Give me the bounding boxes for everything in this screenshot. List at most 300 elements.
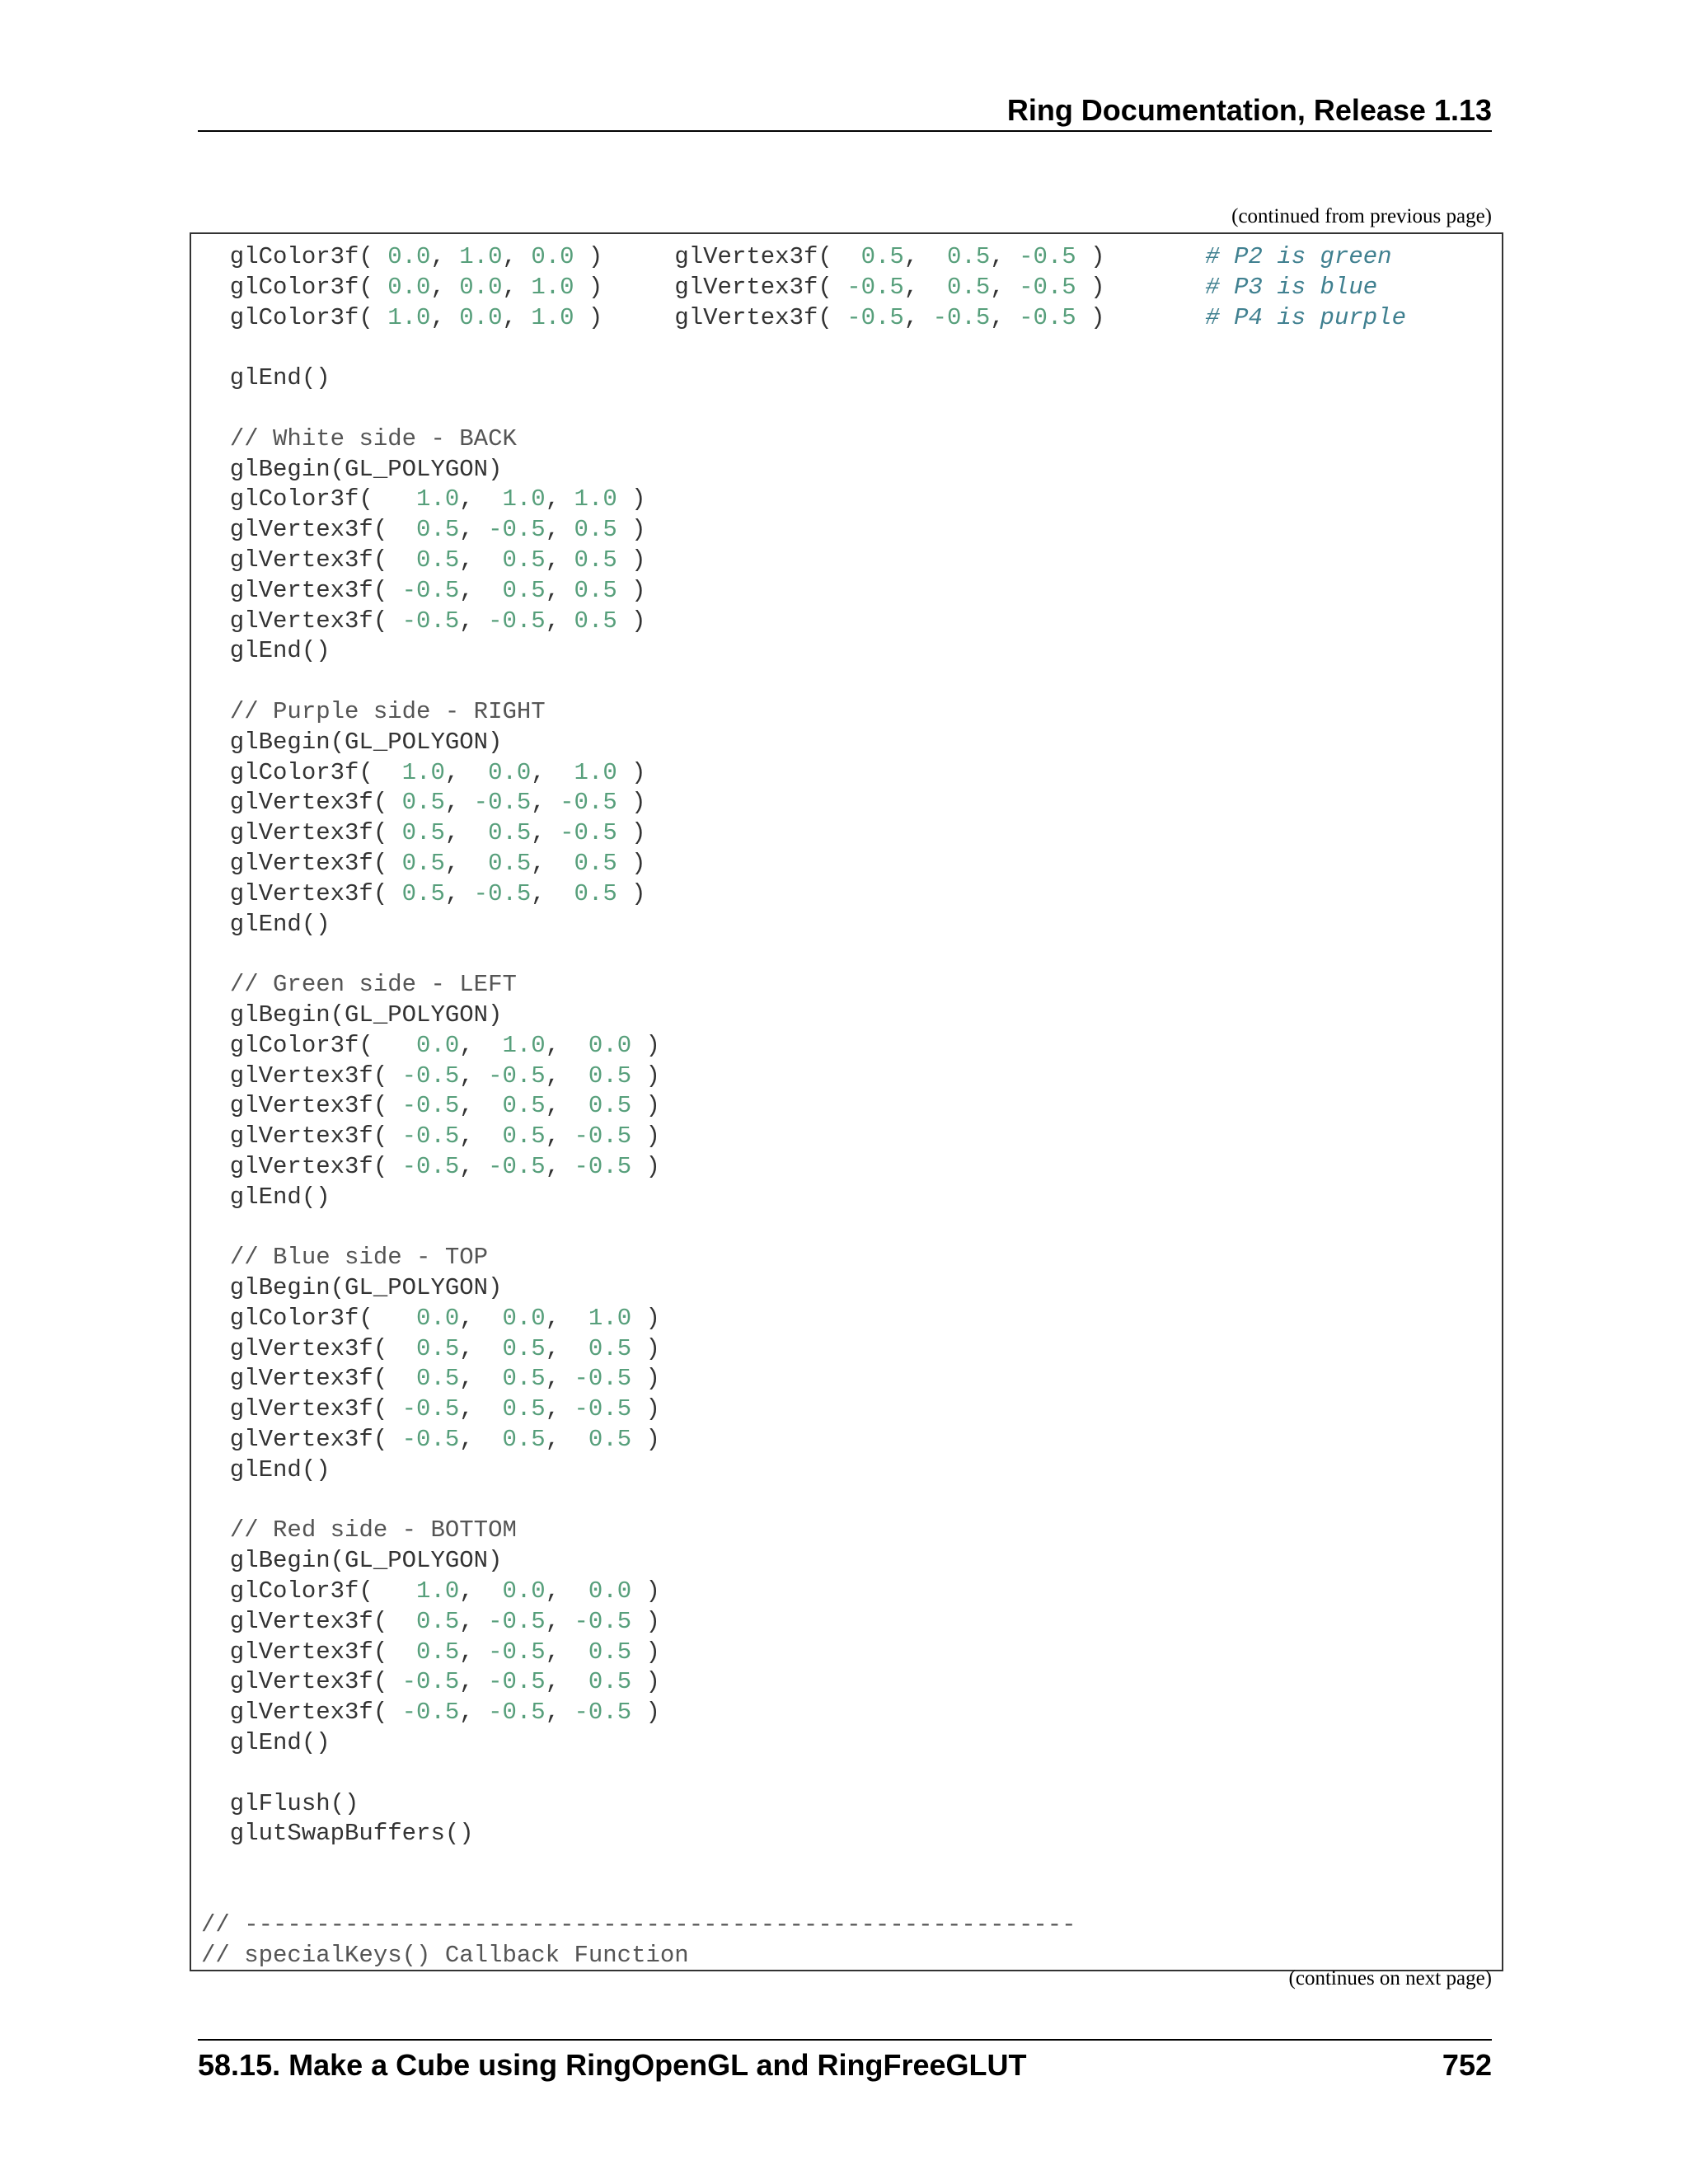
code-text-token: , [531, 758, 574, 786]
code-line [201, 879, 1406, 910]
code-text-token: glColor3f( [201, 1577, 417, 1605]
code-number-token: 1.0 [502, 485, 546, 513]
code-text-token: glVertex3f( [201, 546, 417, 574]
code-number-token: -0.5 [473, 879, 532, 907]
code-text-token: glVertex3f( [201, 819, 402, 847]
code-text-token: glVertex3f( [201, 1426, 402, 1454]
code-text-token: ) [631, 1062, 660, 1090]
code-text-token: , [502, 273, 532, 301]
code-number-token: 0.0 [416, 1031, 460, 1059]
code-text-token: , [459, 546, 503, 574]
code-text-token: , [545, 1304, 588, 1332]
code-number-token: -0.5 [574, 1122, 632, 1151]
code-number-token: -0.5 [932, 303, 991, 331]
code-text-token: , [990, 303, 1020, 331]
code-text-token: ) [631, 1607, 660, 1635]
code-comment-token: // Purple side - RIGHT [229, 697, 546, 725]
code-number-token: -0.5 [574, 1152, 632, 1180]
code-text-token: , [459, 1426, 503, 1454]
code-line [201, 1001, 1406, 1031]
code-number-token: 0.5 [502, 1092, 546, 1120]
code-text-token: , [459, 1577, 503, 1605]
code-comment-token: // Red side - BOTTOM [229, 1516, 517, 1544]
code-number-token: 0.5 [502, 1365, 546, 1393]
code-number-token: 0.0 [488, 758, 532, 786]
code-number-token: -0.5 [488, 1699, 546, 1727]
code-text-token: ) [617, 607, 646, 635]
code-number-token: -0.5 [488, 1062, 546, 1090]
code-line [201, 1455, 1406, 1486]
code-text-token: , [545, 1092, 588, 1120]
code-number-token: 0.0 [502, 1577, 546, 1605]
code-text-token: glFlush() [201, 1789, 359, 1817]
code-number-token: 0.5 [588, 1638, 632, 1666]
continues-on-label: (continues on next page) [1288, 1967, 1492, 1990]
code-text-token: , [459, 576, 503, 604]
code-text-token: ) [617, 576, 646, 604]
code-text-token: ) [1076, 273, 1206, 301]
code-number-token: 1.0 [416, 485, 460, 513]
code-number-token: 0.5 [574, 546, 617, 574]
code-text-token: , [903, 243, 948, 270]
code-text-token: , [545, 1395, 574, 1423]
code-text-token: , [531, 879, 574, 907]
code-text-token: , [459, 1152, 489, 1180]
code-number-token: 1.0 [502, 1031, 546, 1059]
code-number-token: -0.5 [488, 1638, 546, 1666]
code-text-token: glVertex3f( [201, 1699, 402, 1727]
code-text-token: glColor3f( [201, 243, 388, 270]
code-text-token: , [444, 758, 489, 786]
code-line [201, 1243, 1406, 1273]
code-line [201, 1759, 1406, 1789]
code-line [201, 1183, 1406, 1213]
code-text-token [201, 425, 230, 452]
code-number-token: 0.5 [502, 1426, 546, 1454]
code-line [201, 910, 1406, 940]
code-text-token: glColor3f( [201, 758, 402, 786]
code-number-token: -0.5 [846, 273, 904, 301]
code-text-token: , [459, 516, 489, 544]
code-text-token: glBegin(GL_POLYGON) [201, 728, 503, 756]
code-number-token: 0.5 [401, 849, 445, 877]
code-text-token: ) [1076, 303, 1206, 331]
code-comment-token: # P4 is purple [1205, 303, 1406, 331]
code-text-token: glBegin(GL_POLYGON) [201, 1547, 503, 1575]
code-text-token: glVertex3f( [201, 1365, 417, 1393]
code-number-token: -0.5 [401, 607, 460, 635]
code-number-token: -0.5 [473, 789, 532, 817]
code-number-token: 0.0 [502, 1304, 546, 1332]
code-number-token: 0.5 [416, 1365, 460, 1393]
code-text-token: glVertex3f( [201, 1638, 417, 1666]
code-text-token: , [903, 303, 933, 331]
code-number-token: -0.5 [574, 1699, 632, 1727]
code-number-token: 0.5 [574, 849, 617, 877]
code-number-token: -0.5 [574, 1365, 632, 1393]
code-text-token: , [545, 1334, 588, 1362]
code-text-token: , [531, 819, 560, 847]
code-number-token: 0.5 [588, 1668, 632, 1696]
code-comment-token: // Green side - LEFT [229, 971, 517, 999]
code-line [201, 1546, 1406, 1577]
code-text-token: glEnd() [201, 1729, 331, 1757]
code-text-token: ) [617, 516, 646, 544]
code-number-token: 1.0 [531, 303, 574, 331]
code-number-token: 0.0 [387, 273, 431, 301]
code-line [201, 970, 1406, 1001]
code-text-token: glBegin(GL_POLYGON) [201, 455, 503, 483]
footer-section-title: 58.15. Make a Cube using RingOpenGL and RingFreeGLUT [198, 2048, 1027, 2082]
code-text-token: , [444, 789, 474, 817]
code-text-token: glVertex3f( [201, 516, 417, 544]
code-line [201, 1880, 1406, 1910]
header-divider [198, 130, 1492, 132]
code-text-token: , [430, 303, 460, 331]
code-text-token: glVertex3f( [201, 1395, 402, 1423]
code-text-token: ) glVertex3f( [574, 243, 861, 270]
code-number-token: 0.5 [574, 879, 617, 907]
code-text-token: glVertex3f( [201, 1122, 402, 1151]
code-number-token: 0.5 [416, 1607, 460, 1635]
code-number-token: -0.5 [401, 1668, 460, 1696]
code-text-token: glVertex3f( [201, 789, 402, 817]
code-text-token: , [545, 546, 574, 574]
code-text-token: , [459, 1668, 489, 1696]
code-text-token [201, 698, 230, 725]
code-text-token: , [459, 1699, 489, 1727]
code-number-token: 0.5 [416, 1334, 460, 1362]
code-number-token: 0.5 [574, 607, 617, 635]
code-text-token: ) glVertex3f( [574, 273, 847, 301]
code-number-token: -0.5 [488, 607, 546, 635]
code-line [201, 667, 1406, 697]
code-text-token: , [545, 1638, 588, 1666]
code-text-token: , [459, 1334, 503, 1362]
code-number-token: 0.5 [588, 1062, 632, 1090]
code-text-token: glColor3f( [201, 273, 388, 301]
code-line [201, 1304, 1406, 1334]
code-text-token: ) [1076, 243, 1206, 270]
code-number-token: 0.0 [459, 303, 503, 331]
code-number-token: -0.5 [1019, 303, 1076, 331]
code-line [201, 1122, 1406, 1152]
code-number-token: 0.5 [488, 849, 532, 877]
code-line [201, 607, 1406, 637]
code-text-token: glBegin(GL_POLYGON) [201, 1001, 503, 1029]
code-number-token: 1.0 [401, 758, 445, 786]
code-text-token: ) [631, 1668, 660, 1696]
code-text-token: , [459, 1365, 503, 1393]
code-number-token: 0.5 [574, 516, 617, 544]
code-line [201, 1213, 1406, 1244]
code-number-token: 0.5 [588, 1334, 632, 1362]
code-text-token: , [545, 1062, 588, 1090]
code-number-token: 0.5 [574, 576, 617, 604]
code-text-token: glVertex3f( [201, 879, 402, 907]
code-line [201, 788, 1406, 818]
code-text-token: glVertex3f( [201, 1062, 402, 1090]
code-number-token: 1.0 [387, 303, 431, 331]
code-comment-token: // Blue side - TOP [229, 1244, 489, 1272]
code-text-token: , [545, 576, 574, 604]
code-number-token: -0.5 [560, 789, 617, 817]
code-number-token: -0.5 [401, 1062, 460, 1090]
code-text-token: ) [617, 849, 646, 877]
code-text-token: , [444, 819, 489, 847]
code-line [201, 485, 1406, 515]
code-number-token: -0.5 [574, 1395, 632, 1423]
code-line [201, 1728, 1406, 1759]
code-line [201, 273, 1406, 303]
code-number-token: 0.5 [502, 1122, 546, 1151]
code-line [201, 546, 1406, 576]
footer-divider [198, 2039, 1492, 2041]
code-line [201, 1486, 1406, 1516]
code-text-token: , [545, 485, 574, 513]
code-line [201, 1789, 1406, 1820]
code-text-token: glEnd() [201, 910, 331, 938]
code-text-token: ) [631, 1365, 660, 1393]
code-number-token: -0.5 [401, 1426, 460, 1454]
code-text-token: , [459, 607, 489, 635]
code-text-token: , [459, 1062, 489, 1090]
code-line [201, 1667, 1406, 1698]
code-comment-token: # P3 is blue [1205, 273, 1378, 301]
code-number-token: -0.5 [560, 819, 617, 847]
code-text-token: glColor3f( [201, 485, 417, 513]
code-text-token: , [545, 1607, 574, 1635]
code-text-token: , [459, 485, 503, 513]
code-text-token: , [502, 243, 532, 270]
code-text-token: , [903, 273, 948, 301]
code-line [201, 303, 1406, 334]
code-line [201, 394, 1406, 424]
code-text-token: , [459, 1031, 503, 1059]
code-number-token: 0.5 [416, 546, 460, 574]
code-text-token: , [545, 1152, 574, 1180]
code-text-token: glColor3f( [201, 1304, 417, 1332]
code-text-token: , [459, 1304, 503, 1332]
code-line [201, 1910, 1406, 1941]
code-text-token: ) [617, 758, 646, 786]
code-number-token: 1.0 [531, 273, 574, 301]
code-text-token: glBegin(GL_POLYGON) [201, 1274, 503, 1302]
code-line [201, 1698, 1406, 1728]
code-comment-token: // White side - BACK [229, 424, 517, 452]
code-line [201, 1091, 1406, 1122]
code-number-token: 0.5 [588, 1092, 632, 1120]
code-number-token: 1.0 [459, 243, 503, 270]
code-text-token: , [531, 849, 574, 877]
code-text-token [201, 1516, 230, 1544]
code-number-token: -0.5 [401, 1395, 460, 1423]
code-number-token: 0.5 [401, 789, 445, 817]
code-number-token: 0.5 [401, 879, 445, 907]
code-number-token: -0.5 [574, 1607, 632, 1635]
code-text-token: glVertex3f( [201, 607, 402, 635]
code-number-token: 0.5 [588, 1426, 632, 1454]
code-number-token: 0.0 [531, 243, 574, 270]
code-text-token: glVertex3f( [201, 1092, 402, 1120]
code-line [201, 849, 1406, 879]
code-text-token: ) [631, 1426, 660, 1454]
code-line [201, 455, 1406, 485]
code-number-token: 0.0 [588, 1031, 632, 1059]
code-number-token: 0.5 [502, 1334, 546, 1362]
code-number-token: 0.5 [502, 546, 546, 574]
code-lines [201, 242, 1406, 1971]
code-line [201, 1364, 1406, 1394]
code-number-token: 0.0 [588, 1577, 632, 1605]
code-number-token: 0.0 [387, 243, 431, 270]
code-text-token: , [545, 1699, 574, 1727]
code-text-token: glVertex3f( [201, 1668, 402, 1696]
code-line [201, 758, 1406, 789]
code-text-token: ) [617, 879, 646, 907]
code-number-token: 0.5 [502, 576, 546, 604]
code-line [201, 363, 1406, 394]
code-text-token: glColor3f( [201, 303, 388, 331]
code-number-token: -0.5 [401, 576, 460, 604]
code-text-token: ) [631, 1395, 660, 1423]
code-line [201, 424, 1406, 455]
code-text-token: glEnd() [201, 1455, 331, 1483]
code-text-token: ) [631, 1092, 660, 1120]
code-line [201, 1394, 1406, 1425]
code-line [201, 1516, 1406, 1546]
code-line [201, 576, 1406, 607]
page-header-title: Ring Documentation, Release 1.13 [1006, 93, 1492, 127]
code-number-token: -0.5 [1019, 273, 1076, 301]
code-number-token: 0.5 [416, 516, 460, 544]
code-number-token: 0.5 [416, 1638, 460, 1666]
code-line [201, 1062, 1406, 1092]
code-number-token: 0.5 [860, 243, 904, 270]
code-line [201, 697, 1406, 728]
code-number-token: 0.5 [488, 819, 532, 847]
code-line [201, 1849, 1406, 1880]
code-number-token: -0.5 [401, 1092, 460, 1120]
code-text-token: ) [617, 485, 646, 513]
code-text-token: ) [631, 1334, 660, 1362]
code-text-token: glEnd() [201, 637, 331, 665]
code-number-token: 0.0 [459, 273, 503, 301]
code-text-token: , [459, 1638, 489, 1666]
code-text-token: , [545, 1668, 588, 1696]
code-text-token: , [430, 273, 460, 301]
code-line [201, 636, 1406, 667]
code-line [201, 1941, 1406, 1971]
code-text-token: ) [617, 789, 646, 817]
code-text-token: ) [631, 1699, 660, 1727]
code-text-token: glVertex3f( [201, 1607, 417, 1635]
code-line [201, 1152, 1406, 1183]
code-number-token: -0.5 [846, 303, 904, 331]
code-line [201, 1031, 1406, 1062]
code-text-token: glutSwapBuffers() [201, 1820, 474, 1848]
code-text-token: , [459, 1122, 503, 1151]
code-comment-token: // ---------------------------------------------------------- [201, 1910, 1076, 1938]
continued-from-label: (continued from previous page) [1231, 205, 1492, 227]
code-line [201, 818, 1406, 849]
code-line [201, 333, 1406, 363]
page-number: 752 [1442, 2048, 1492, 2082]
code-text-token: glEnd() [201, 1183, 331, 1211]
code-text-token: , [444, 849, 489, 877]
code-text-token: , [545, 607, 574, 635]
code-line [201, 1334, 1406, 1365]
code-text-token: ) [631, 1152, 660, 1180]
code-text-token: , [545, 1577, 588, 1605]
code-line [201, 1577, 1406, 1607]
code-number-token: 0.5 [502, 1395, 546, 1423]
code-text-token: , [545, 1031, 588, 1059]
code-line [201, 940, 1406, 970]
code-text-token: , [430, 243, 460, 270]
code-text-token: glVertex3f( [201, 1152, 402, 1180]
code-comment-token: // specialKeys() Callback Function [201, 1941, 689, 1969]
code-number-token: 0.5 [947, 273, 991, 301]
code-text-token: , [990, 273, 1020, 301]
code-text-token: , [459, 1092, 503, 1120]
code-text-token: , [990, 243, 1020, 270]
code-number-token: 0.5 [401, 819, 445, 847]
code-text-token: , [545, 1365, 574, 1393]
code-number-token: -0.5 [401, 1152, 460, 1180]
code-line [201, 1607, 1406, 1638]
code-line [201, 728, 1406, 758]
code-text-token: , [502, 303, 532, 331]
code-text-token: , [531, 789, 560, 817]
code-text-token: ) [631, 1577, 660, 1605]
code-text-token: , [545, 516, 574, 544]
code-text-token: , [459, 1395, 503, 1423]
code-number-token: 1.0 [416, 1577, 460, 1605]
code-number-token: 1.0 [574, 485, 617, 513]
code-text-token: ) glVertex3f( [574, 303, 847, 331]
code-line [201, 1819, 1406, 1849]
code-number-token: 1.0 [588, 1304, 632, 1332]
code-number-token: -0.5 [488, 516, 546, 544]
code-number-token: 1.0 [574, 758, 617, 786]
code-text-token: ) [631, 1638, 660, 1666]
code-number-token: -0.5 [488, 1152, 546, 1180]
code-number-token: -0.5 [1019, 243, 1076, 270]
code-number-token: -0.5 [401, 1122, 460, 1151]
code-number-token: -0.5 [488, 1668, 546, 1696]
code-line [201, 515, 1406, 546]
code-number-token: -0.5 [401, 1699, 460, 1727]
code-text-token: , [444, 879, 474, 907]
code-text-token: , [545, 1426, 588, 1454]
code-number-token: -0.5 [488, 1607, 546, 1635]
code-text-token: glColor3f( [201, 1031, 417, 1059]
code-text-token: glVertex3f( [201, 576, 402, 604]
code-text-token: glVertex3f( [201, 1334, 417, 1362]
code-number-token: 0.5 [947, 243, 991, 270]
code-text-token: , [545, 1122, 574, 1151]
code-line [201, 1425, 1406, 1455]
code-text-token: glVertex3f( [201, 849, 402, 877]
code-line [201, 242, 1406, 273]
code-comment-token: # P2 is green [1205, 243, 1392, 270]
code-text-token: ) [631, 1304, 660, 1332]
code-number-token: 0.0 [416, 1304, 460, 1332]
code-text-token [201, 1244, 230, 1271]
code-line [201, 1273, 1406, 1304]
code-text-token: glEnd() [201, 364, 331, 392]
